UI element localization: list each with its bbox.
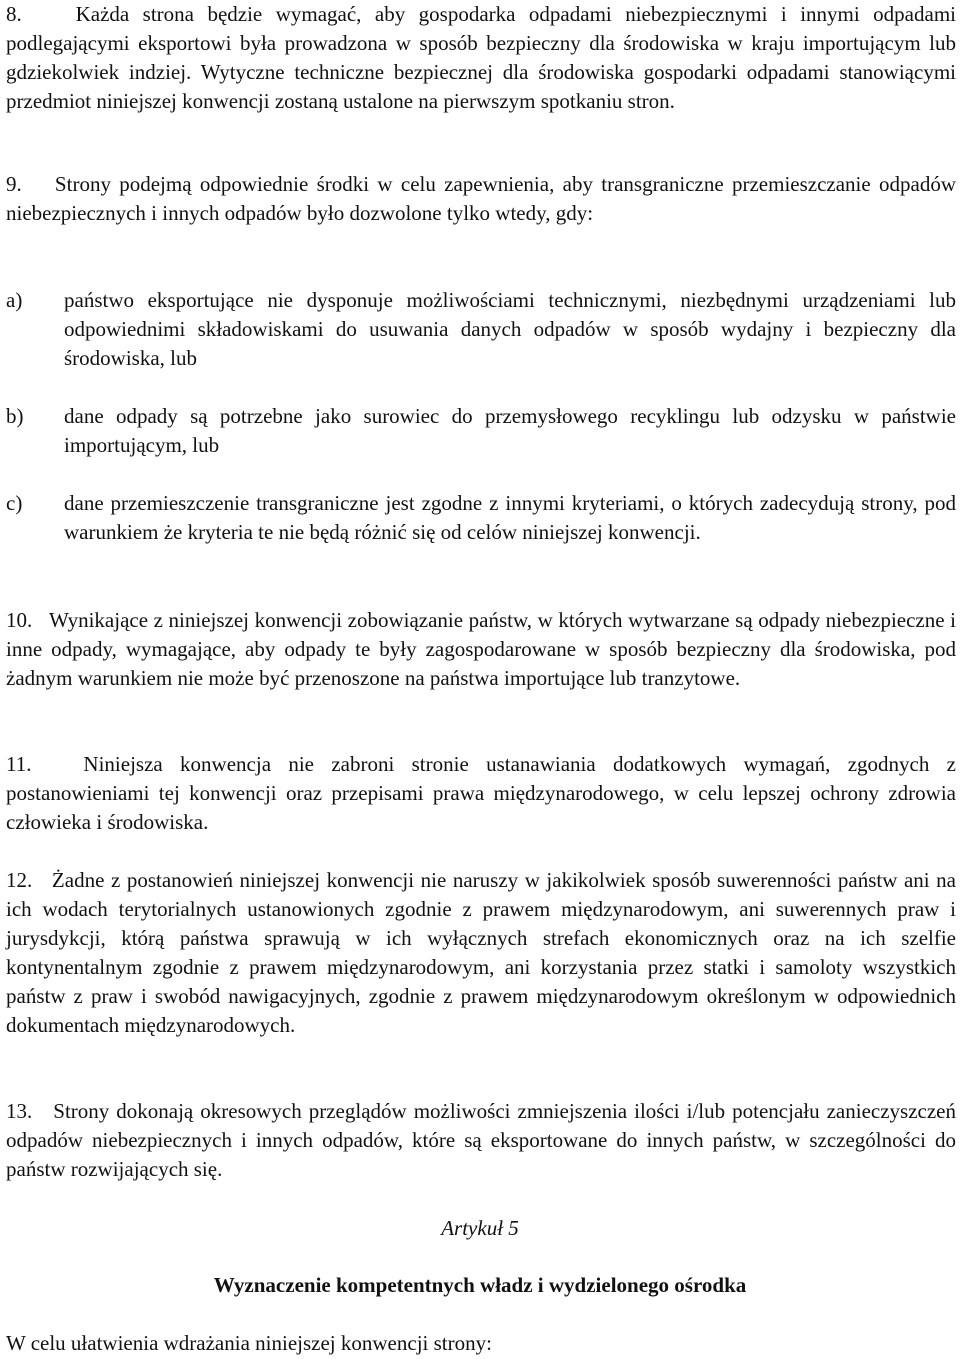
list-text: państwo eksportujące nie dysponuje możliwościami technicznymi, niezbędnymi urządzeniami lub odpowiednimi składowiskami do usuwania danych odpadów w sposób wydajny i bezpieczny dla środowiska, lub — [64, 288, 956, 370]
paragraph-11: 11. Niniejsza konwencja nie zabroni stronie ustanawiania dodatkowych wymagań, zgodnych z postanowieniami tej konwencji oraz przepisami prawa międzynarodowego, w celu lepszej ochrony zdrowia człowieka i środowiska. — [6, 752, 956, 834]
article-heading: Artykuł 5 — [441, 1216, 519, 1240]
paragraph-9b — [6, 402, 956, 460]
list-text: dane odpady są potrzebne jako surowiec do przemysłowego recyklingu lub odzysku w państwie importującym, lub — [64, 404, 956, 457]
paragraph-12: 12. Żadne z postanowień niniejszej konwencji nie naruszy w jakikolwiek sposób suwerenności państw ani na ich wodach terytorialnych ustanowionych zgodnie z prawem międzynarodowym, ani suwerennych praw i jurysdykcji, którą państwa sprawują w ich wyłącznych strefach ekonomicznych oraz na ich szelfie kontynentalnym zgodnie z prawem międzynarodowym, ani korzystania przez statki i samoloty wszystkich państw z praw i swobód nawigacyjnych, zgodnie z prawem międzynarodowym określonym w odpowiednich dokumentach międzynarodowych. — [6, 868, 956, 1037]
paragraph-9c — [6, 489, 956, 547]
list-label: b) — [6, 404, 24, 428]
article-title: Wyznaczenie kompetentnych władz i wydzielonego ośrodka — [213, 1273, 747, 1297]
list-label: c) — [6, 491, 23, 515]
paragraph-9: 9. Strony podejmą odpowiednie środki w celu zapewnienia, aby transgraniczne przemieszczanie odpadów niebezpiecznych i innych odpadów było dozwolone tylko wtedy, gdy: — [6, 172, 956, 225]
article-intro: W celu ułatwienia wdrażania niniejszej konwencji strony: — [6, 1331, 492, 1355]
list-text: dane przemieszczenie transgraniczne jest zgodne z innymi kryteriami, o których zadecydują strony, pod warunkiem że kryteria te nie będą różnić się od celów niniejszej konwencji. — [64, 491, 956, 544]
list-label: a) — [6, 288, 23, 312]
paragraph-10: 10. Wynikające z niniejszej konwencji zobowiązanie państw, w których wytwarzane są odpady niebezpieczne i inne odpady, wymagające, aby odpady te były zagospodarowane w sposób bezpieczny dla środowiska, pod żadnym warunkiem nie może być przenoszone na państwa importujące lub tranzytowe. — [6, 608, 956, 690]
paragraph-8: 8. Każda strona będzie wymagać, aby gospodarka odpadami niebezpiecznymi i innymi odpadami podlegającymi eksportowi była prowadzona w sposób bezpieczny dla środowiska w kraju importującym lub gdziekolwiek indziej. Wytyczne techniczne bezpiecznej dla środowiska gospodarki odpadami stanowiącymi przedmiot niniejszej konwencji zostaną ustalone na pierwszym spotkaniu stron. — [6, 2, 956, 113]
paragraph-9a — [6, 286, 956, 373]
paragraph-13: 13. Strony dokonają okresowych przeglądów możliwości zmniejszenia ilości i/lub potencjału zanieczyszczeń odpadów niebezpiecznych i innych odpadów, które są eksportowane do innych państw, w szczególności do państw rozwijających się. — [6, 1099, 956, 1181]
